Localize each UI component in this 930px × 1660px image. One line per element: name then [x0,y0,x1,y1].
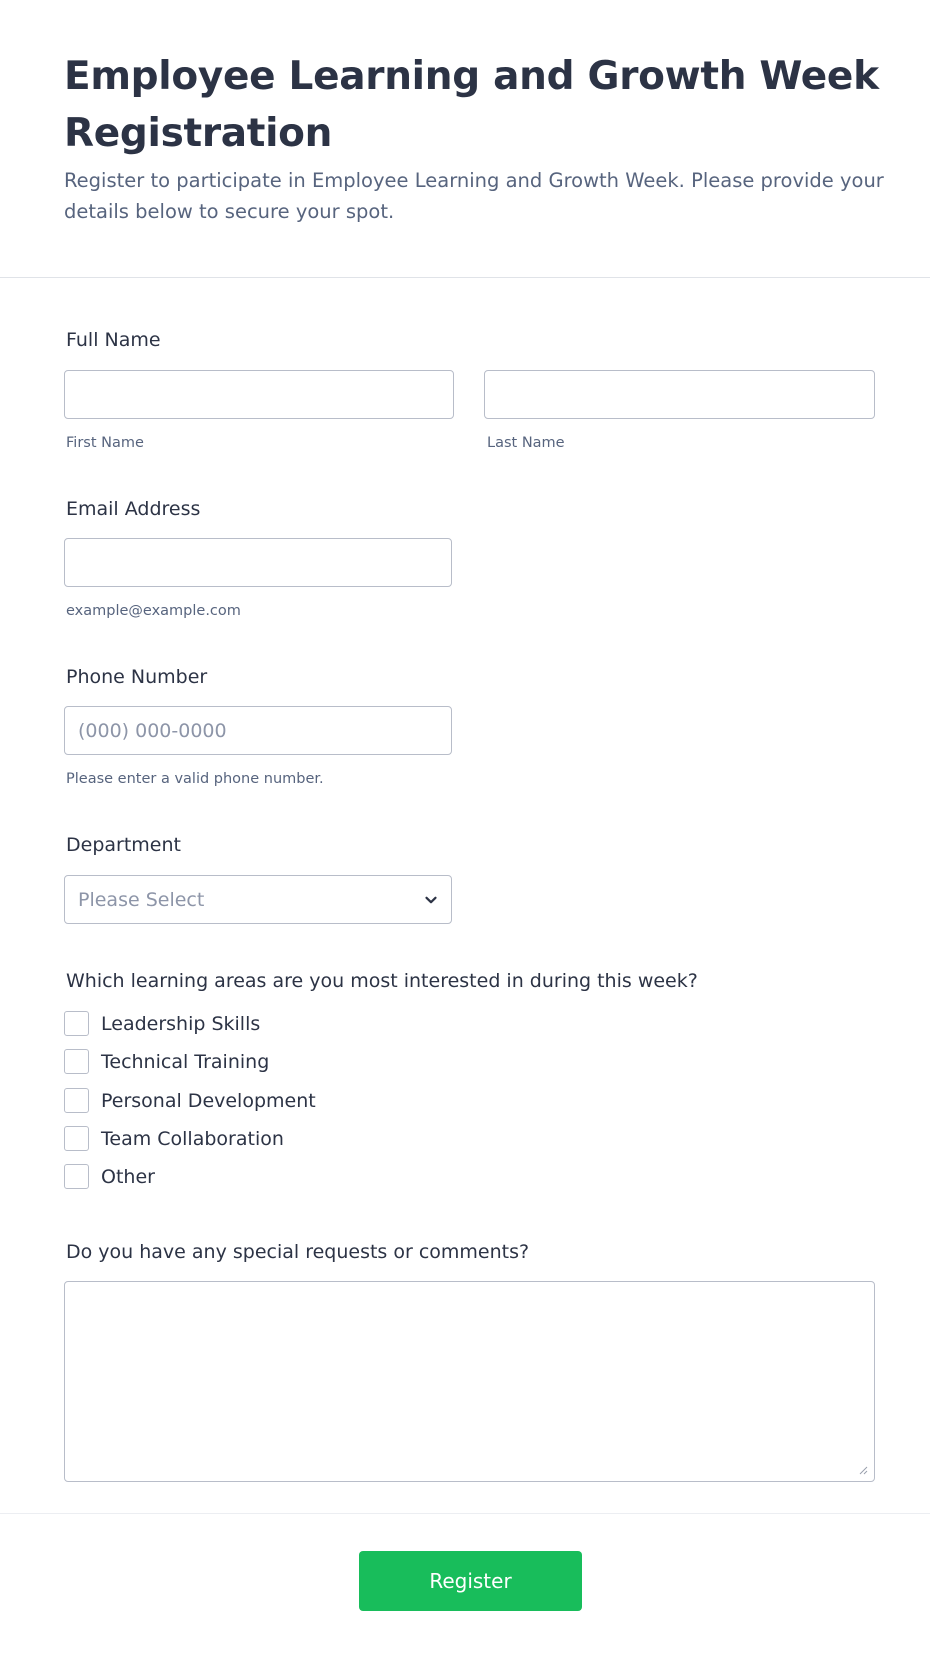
department-select[interactable] [64,875,452,924]
checkbox[interactable] [64,1164,89,1189]
form-header [0,0,930,278]
full-name-label: Full Name [66,329,161,351]
first-name-sublabel: First Name [66,435,144,451]
phone-input[interactable] [64,706,452,755]
option-label: Technical Training [101,1051,270,1073]
option-personal-development[interactable] [64,1088,464,1114]
checkbox[interactable] [64,1126,89,1151]
option-team-collaboration[interactable] [64,1126,464,1152]
checkbox[interactable] [64,1049,89,1074]
register-button[interactable]: Register [359,1551,582,1611]
option-label: Other [101,1166,155,1188]
phone-sublabel: Please enter a valid phone number. [66,771,324,787]
email-label: Email Address [66,498,201,520]
chevron-down-icon [422,891,440,909]
last-name-input[interactable] [484,370,875,419]
checkbox[interactable] [64,1088,89,1113]
learning-areas-label: Which learning areas are you most interested in during this week? [66,970,698,992]
comments-textarea[interactable] [64,1281,875,1482]
option-label: Team Collaboration [101,1128,284,1150]
footer-divider [0,1513,930,1514]
option-label: Leadership Skills [101,1013,261,1035]
form-subtitle: Register to participate in Employee Learning and Growth Week. Please provide your details below to secure your spot. [64,169,884,223]
comments-label: Do you have any special requests or comments? [66,1241,530,1263]
department-label: Department [66,834,181,856]
first-name-input[interactable] [64,370,454,419]
option-label: Personal Development [101,1090,316,1112]
checkbox[interactable] [64,1011,89,1036]
email-sublabel: example@example.com [66,603,241,619]
option-leadership-skills[interactable] [64,1011,464,1037]
resize-grip-icon[interactable] [858,1465,868,1475]
last-name-sublabel: Last Name [487,435,565,451]
phone-label: Phone Number [66,666,208,688]
form-title: Employee Learning and Growth Week Registration [64,54,879,156]
option-other[interactable] [64,1164,464,1190]
option-technical-training[interactable] [64,1049,464,1075]
department-selected-value: Please Select [78,889,205,911]
email-input[interactable] [64,538,452,587]
